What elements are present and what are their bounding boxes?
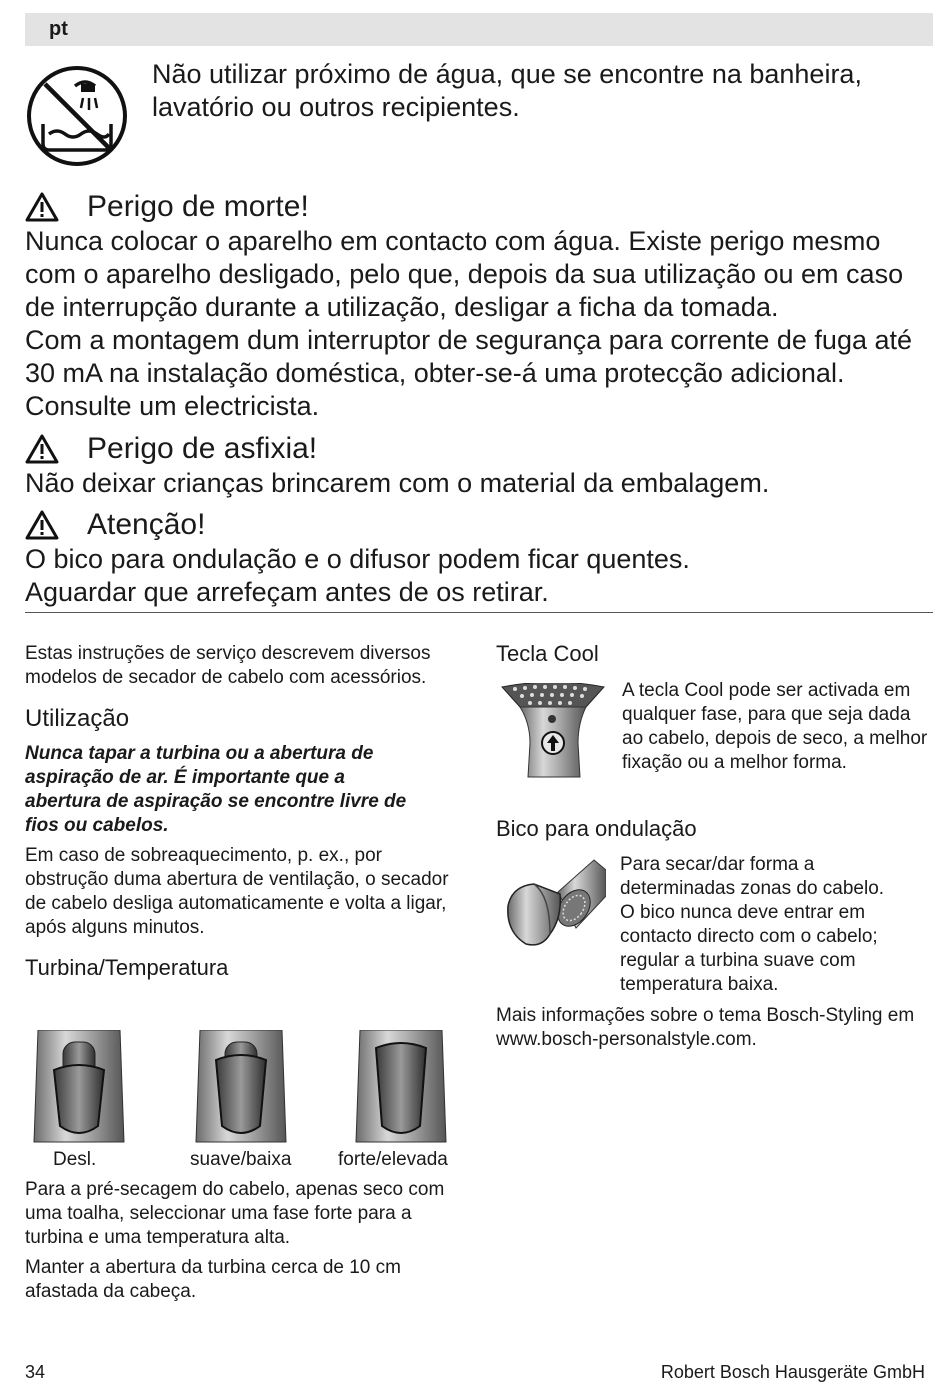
no-water-near-bathtub-icon [25,64,129,168]
nozzle-usage-text: Para secar/dar forma a determinadas zonas do cabelo. [620,854,885,899]
left-column [25,642,465,982]
warning-suffocation [25,431,935,500]
turbine-temperature-heading: Turbina/Temperatura [25,955,229,980]
styling-nozzle-image [498,856,606,954]
no-water-notice: Não utilizar próximo de água, que se encontre na banheira, lavatório ou outros recipientes. [152,59,862,122]
language-bar [25,13,933,46]
cool-button-heading: Tecla Cool [496,641,599,666]
intro-text: Estas instruções de serviço descrevem diversos modelos de secador de cabelo com acessórios. [25,643,431,688]
warning-triangle-icon [25,510,59,540]
switch-label-off: Desl. [53,1149,97,1170]
warning-triangle-icon [25,434,59,464]
usage-warning-text: Nunca tapar a turbina ou a abertura de aspiração de ar. É importante que a abertura de aspiração se encontre livre de fios ou cabelos. [25,743,407,836]
warning-text: Aguardar que arrefeçam antes de os retirar. [25,577,549,607]
turbine-switch-figure [32,1030,462,1144]
footer-company: Robert Bosch Hausgeräte GmbH [660,1362,925,1382]
warning-title: Atenção! [87,508,206,541]
switch-low-image [196,1030,286,1142]
switch-off-image [34,1030,124,1142]
more-info-text: Mais informações sobre o tema Bosch-Styling em www.bosch-personalstyle.com. [496,1005,915,1050]
styling-nozzle-text [620,853,934,997]
warning-text: Nunca colocar o aparelho em contacto com água. Existe perigo mesmo com o aparelho desligado, pelo que, depois da sua utilização ou em caso de interrupção durante a utilização, desligar a ficha da tomada. [25,226,904,322]
switch-high-image [356,1030,446,1142]
warning-triangle-icon [25,192,59,222]
styling-nozzle-heading: Bico para ondulação [496,816,697,841]
overheat-text: Em caso de sobreaquecimento, p. ex., por obstrução duma abertura de ventilação, o secador de cabelo desliga automaticamente e volta a ligar, após alguns minutos. [25,845,449,938]
warning-text: Com a montagem dum interruptor de segurança para corrente de fuga até 30 mA na instalação doméstica, obter-se-á uma protecção adicional. Consulte um electricista. [25,325,913,421]
predry-text: Para a pré-secagem do cabelo, apenas seco com uma toalha, seleccionar uma fase forte para a turbina e uma temperatura alta. [25,1179,445,1248]
nozzle-caution-text: O bico nunca deve entrar em contacto directo com o cabelo; regular a turbina suave com temperatura baixa. [620,902,878,995]
usage-heading: Utilização [25,705,130,732]
switch-label-low: suave/baixa [190,1149,292,1170]
warning-attention [25,507,935,609]
warning-title: Perigo de asfixia! [87,432,318,465]
page-number: 34 [25,1362,46,1382]
left-column-bottom [25,1178,465,1304]
section-divider [25,612,933,613]
warning-title: Perigo de morte! [87,190,309,223]
cool-button-text: A tecla Cool pode ser activada em qualquer fase, para que seja dada ao cabelo, depois de seco, a melhor fixação ou a melhor forma. [622,680,928,773]
cool-button-image [500,683,606,779]
language-label: pt [49,18,68,40]
warning-text: O bico para ondulação e o difusor podem ficar quentes. [25,544,690,574]
distance-text: Manter a abertura da turbina cerca de 10 cm afastada da cabeça. [25,1257,401,1302]
warning-text: Não deixar crianças brincarem com o material da embalagem. [25,468,770,498]
warning-danger-of-death [25,189,935,423]
switch-label-high: forte/elevada [338,1149,448,1170]
